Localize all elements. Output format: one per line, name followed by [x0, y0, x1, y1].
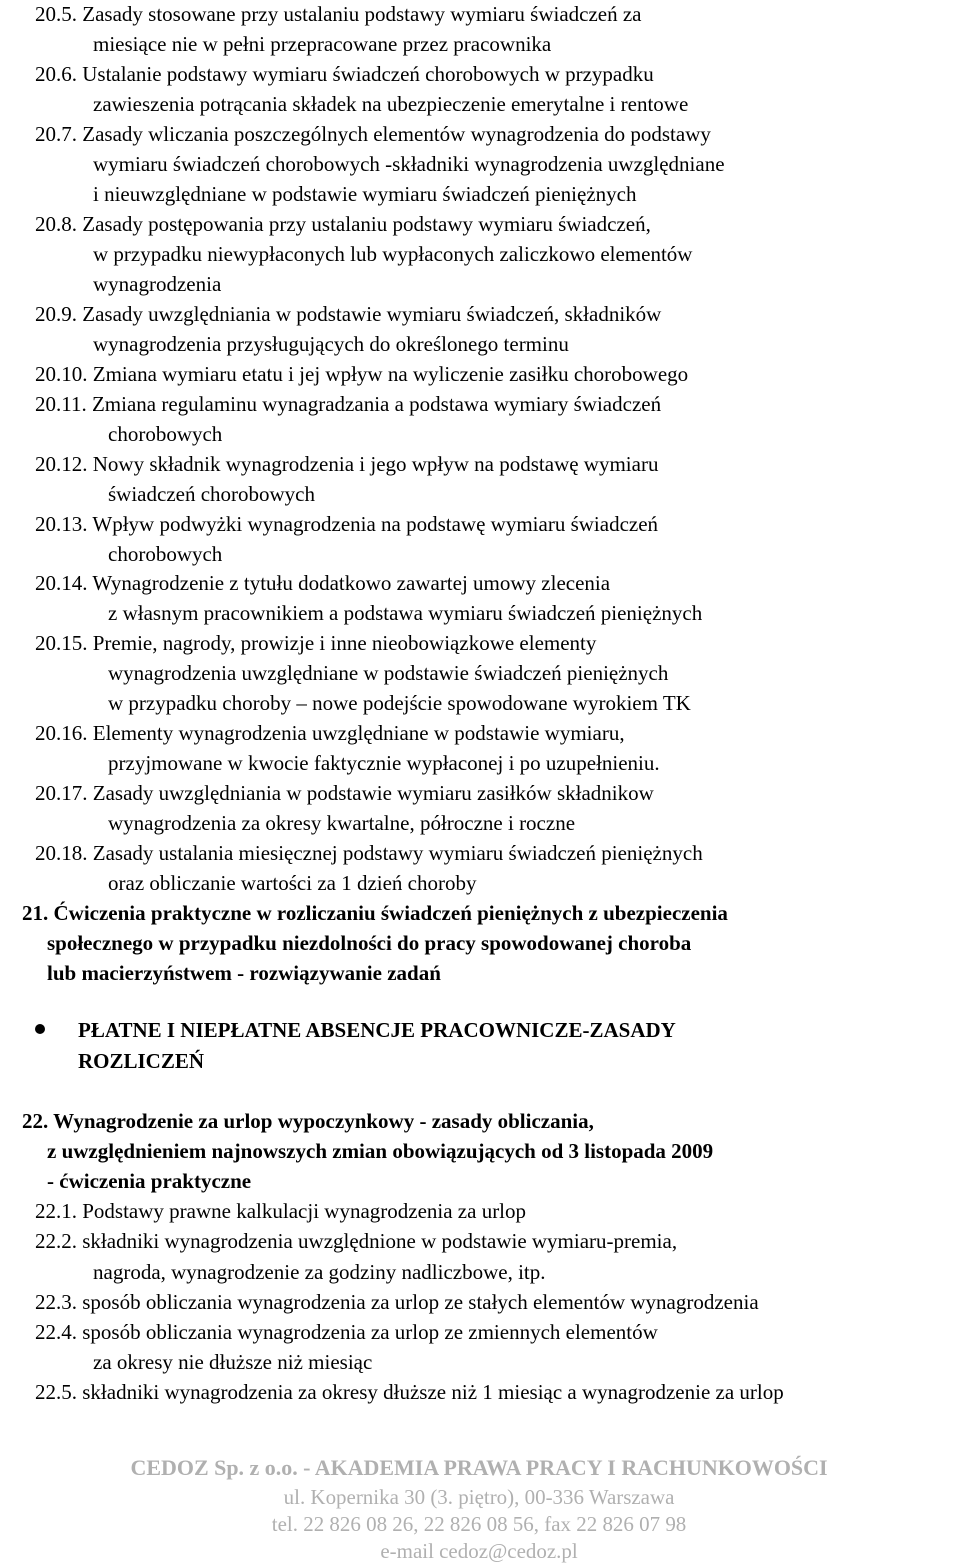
item-22-2-line-1: 22.2. składniki wynagrodzenia uwzględnione w podstawie wymiaru-premia,: [35, 1229, 678, 1253]
item-20-12-line-2: świadczeń chorobowych: [108, 482, 316, 506]
item-20-9-line-2: wynagrodzenia przysługujących do określonego terminu: [93, 332, 569, 356]
item-20-15-line-3: w przypadku choroby – nowe podejście spowodowane wyrokiem TK: [108, 691, 691, 715]
item-20-9-line-1: 20.9. Zasady uwzględniania w podstawie wymiaru świadczeń, składników: [35, 302, 662, 326]
item-20-10-line-1: 20.10. Zmiana wymiaru etatu i jej wpływ na wyliczenie zasiłku chorobowego: [35, 362, 689, 386]
item-20-14-line-1: 20.14. Wynagrodzenie z tytułu dodatkowo zawartej umowy zlecenia: [35, 571, 611, 595]
item-20-13-line-1: 20.13. Wpływ podwyżki wynagrodzenia na podstawę wymiaru świadczeń: [35, 512, 659, 536]
item-22-4-line-2: za okresy nie dłuższe niż miesiąc: [93, 1350, 373, 1374]
item-20-7-line-2: wymiaru świadczeń chorobowych -składniki wynagrodzenia uwzględniane: [93, 152, 725, 176]
footer-phone: tel. 22 826 08 26, 22 826 08 56, fax 22 826 07 98: [271, 1512, 687, 1536]
item-20-18-line-1: 20.18. Zasady ustalania miesięcznej podstawy wymiaru świadczeń pieniężnych: [35, 841, 703, 865]
item-20-5-line-1: 20.5. Zasady stosowane przy ustalaniu podstawy wymiaru świadczeń za: [35, 2, 642, 26]
bullet-dot-icon: [35, 1024, 45, 1034]
item-20-15-line-2: wynagrodzenia uwzględniane w podstawie świadczeń pieniężnych: [108, 661, 669, 685]
item-20-14-line-2: z własnym pracownikiem a podstawa wymiaru świadczeń pieniężnych: [108, 601, 703, 625]
section-22-line-2: z uwzględnieniem najnowszych zmian obowiązujących od 3 listopada 2009: [47, 1139, 714, 1163]
footer-address: ul. Kopernika 30 (3. piętro), 00-336 Warszawa: [283, 1485, 675, 1509]
footer-email: e-mail cedoz@cedoz.pl: [380, 1539, 578, 1563]
footer-company: CEDOZ Sp. z o.o. - AKADEMIA PRAWA PRACY I RACHUNKOWOŚCI: [130, 1455, 828, 1480]
item-22-2-line-2: nagroda, wynagrodzenie za godziny nadliczbowe, itp.: [93, 1260, 546, 1284]
item-20-8-line-1: 20.8. Zasady postępowania przy ustalaniu podstawy wymiaru świadczeń,: [35, 212, 651, 236]
item-22-3-line-1: 22.3. sposób obliczania wynagrodzenia za urlop ze stałych elementów wynagrodzenia: [35, 1290, 759, 1314]
item-20-8-line-3: wynagrodzenia: [93, 272, 222, 296]
item-20-11-line-2: chorobowych: [108, 422, 223, 446]
section-21-line-1: 21. Ćwiczenia praktyczne w rozliczaniu świadczeń pieniężnych z ubezpieczenia: [22, 901, 728, 925]
item-20-7-line-1: 20.7. Zasady wliczania poszczególnych elementów wynagrodzenia do podstawy: [35, 122, 711, 146]
item-20-18-line-2: oraz obliczanie wartości za 1 dzień choroby: [108, 871, 477, 895]
section-22-line-1: 22. Wynagrodzenie za urlop wypoczynkowy - zasady obliczania,: [22, 1109, 594, 1133]
section-21-line-2: społecznego w przypadku niezdolności do pracy spowodowanej choroba: [47, 931, 692, 955]
item-20-12-line-1: 20.12. Nowy składnik wynagrodzenia i jego wpływ na podstawę wymiaru: [35, 452, 659, 476]
section-21-line-3: lub macierzyństwem - rozwiązywanie zadań: [47, 961, 441, 985]
item-20-11-line-1: 20.11. Zmiana regulaminu wynagradzania a podstawa wymiary świadczeń: [35, 392, 662, 416]
item-20-6-line-1: 20.6. Ustalanie podstawy wymiaru świadczeń chorobowych w przypadku: [35, 62, 654, 86]
bullet-line-2: ROZLICZEŃ: [78, 1049, 205, 1073]
item-20-16-line-1: 20.16. Elementy wynagrodzenia uwzględniane w podstawie wymiaru,: [35, 721, 625, 745]
item-20-13-line-2: chorobowych: [108, 542, 223, 566]
item-22-4-line-1: 22.4. sposób obliczania wynagrodzenia za urlop ze zmiennych elementów: [35, 1320, 658, 1344]
item-20-5-line-2: miesiące nie w pełni przepracowane przez pracownika: [93, 32, 552, 56]
item-20-8-line-2: w przypadku niewypłaconych lub wypłaconych zaliczkowo elementów: [93, 242, 693, 266]
item-20-16-line-2: przyjmowane w kwocie faktycznie wypłaconej i po uzupełnieniu.: [108, 751, 660, 775]
item-20-15-line-1: 20.15. Premie, nagrody, prowizje i inne nieobowiązkowe elementy: [35, 631, 597, 655]
item-20-17-line-1: 20.17. Zasady uwzględniania w podstawie wymiaru zasiłków składnikow: [35, 781, 654, 805]
bullet-line-1: PŁATNE I NIEPŁATNE ABSENCJE PRACOWNICZE-ZASADY: [78, 1018, 676, 1042]
item-20-7-line-3: i nieuwzględniane w podstawie wymiaru świadczeń pieniężnych: [93, 182, 637, 206]
item-22-1-line-1: 22.1. Podstawy prawne kalkulacji wynagrodzenia za urlop: [35, 1199, 527, 1223]
section-22-line-3: - ćwiczenia praktyczne: [47, 1169, 252, 1193]
item-22-5-line-1: 22.5. składniki wynagrodzenia za okresy dłuższe niż 1 miesiąc a wynagrodzenie za urlop: [35, 1380, 784, 1404]
item-20-6-line-2: zawieszenia potrącania składek na ubezpieczenie emerytalne i rentowe: [93, 92, 689, 116]
item-20-17-line-2: wynagrodzenia za okresy kwartalne, półroczne i roczne: [108, 811, 576, 835]
